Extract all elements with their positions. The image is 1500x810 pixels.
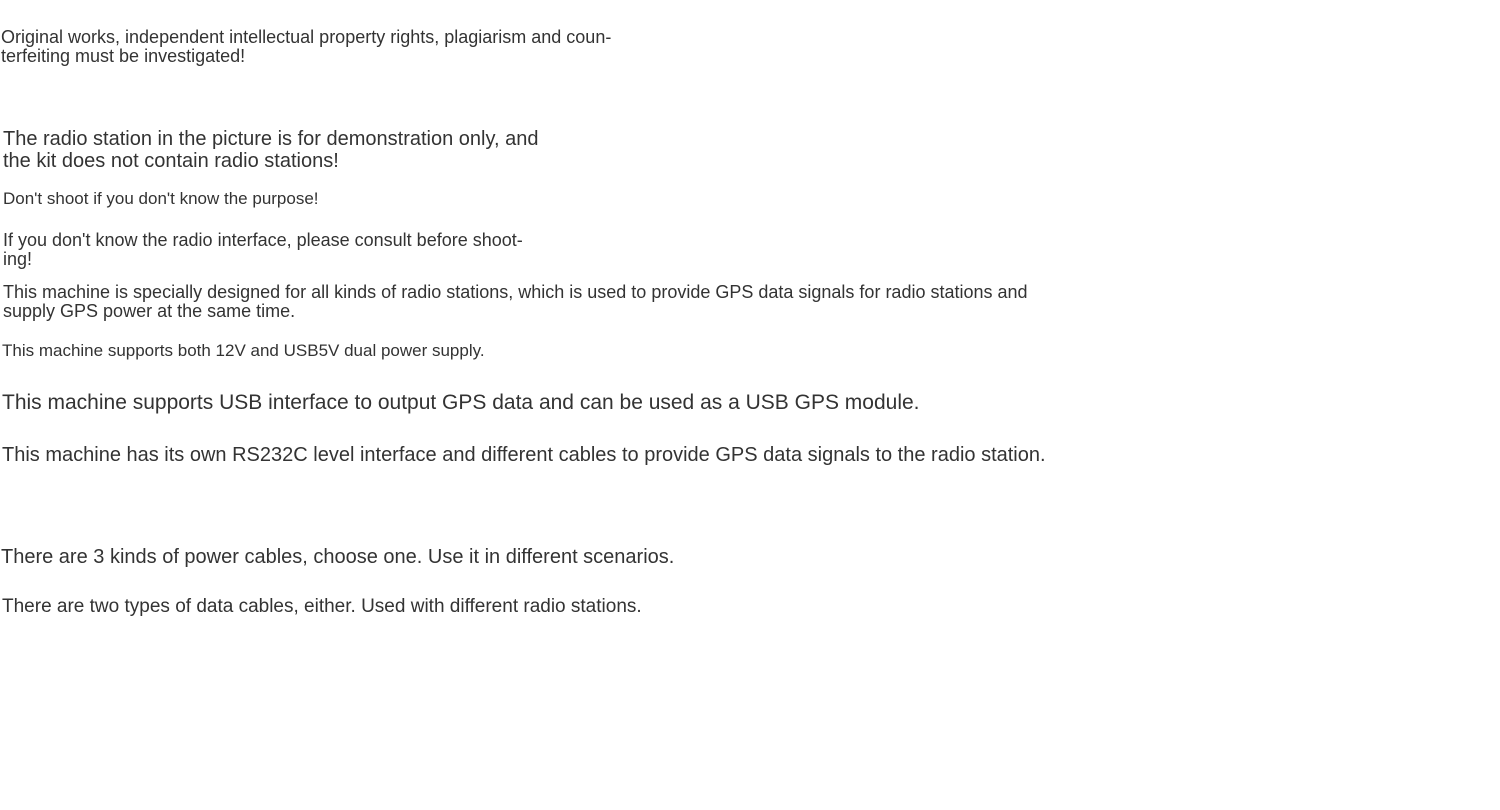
power-supply-info: This machine supports both 12V and USB5V dual power supply. (2, 341, 485, 360)
purpose-warning: Don't shoot if you don't know the purpose! (3, 189, 319, 208)
rs232-info: This machine has its own RS232C level interface and different cables to provide GPS data signals to the radio station. (2, 444, 1046, 466)
product-description: This machine is specially designed for all kinds of radio stations, which is used to provide GPS data signals for radio stations and supply GPS power at the same time. (3, 282, 1028, 321)
power-cables-info: There are 3 kinds of power cables, choose one. Use it in different scenarios. (1, 546, 675, 568)
faint-echo-3 (30, 208, 330, 222)
demo-disclaimer: The radio station in the picture is for demonstration only, and the kit does not contain radio stations! (3, 128, 539, 172)
usb-output-info: This machine supports USB interface to output GPS data and can be used as a USB GPS module. (2, 391, 920, 414)
copyright-notice: Original works, independent intellectual property rights, plagiarism and coun-terfeiting must be investigated! (1, 27, 612, 66)
interface-warning: If you don't know the radio interface, please consult before shoot-ing! (3, 230, 523, 269)
data-cables-info: There are two types of data cables, either. Used with different radio stations. (2, 596, 642, 617)
